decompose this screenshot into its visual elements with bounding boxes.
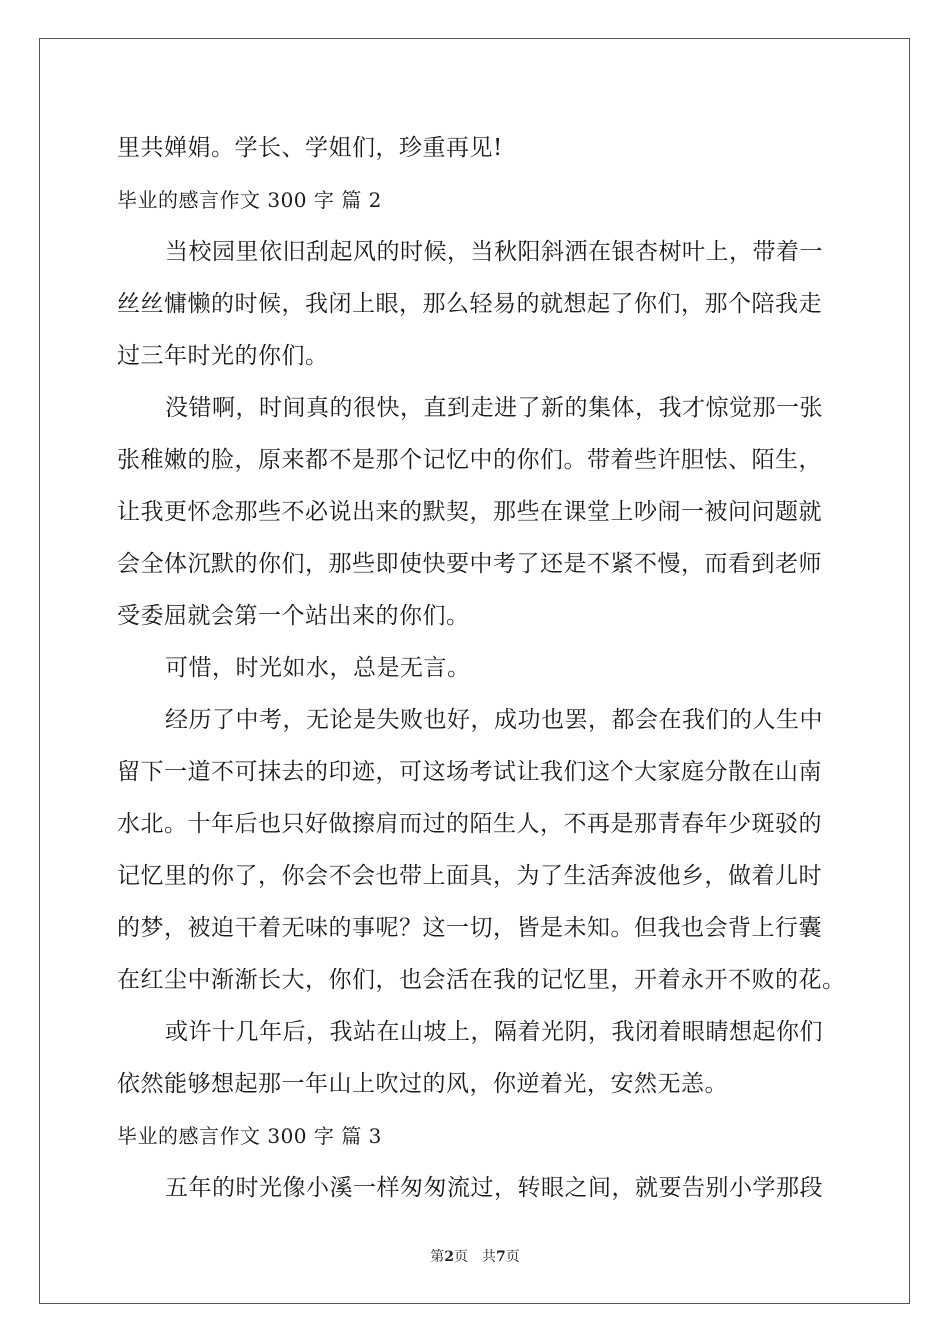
text-line: 受委屈就会第一个站出来的你们。: [117, 603, 470, 629]
paragraph-start-line: 五年的时光像小溪一样匆匆流过，转眼之间，就要告别小学那段: [165, 1175, 823, 1201]
current-page-number: 2: [444, 1249, 454, 1265]
paragraph-start-line: 可惜，时光如水，总是无言。: [165, 655, 471, 681]
page-footer: [0, 1246, 950, 1266]
text-line: 水北。十年后也只好做擦肩而过的陌生人，不再是那青春年少斑驳的: [117, 811, 822, 837]
text-line: 留下一道不可抹去的印迹，可这场考试让我们这个大家庭分散在山南: [117, 759, 822, 785]
text-line: 在红尘中渐渐长大，你们，也会活在我的记忆里，开着永开不败的花。: [117, 967, 846, 993]
text-line: 里共婵娟。学长、学姐们，珍重再见!: [117, 135, 503, 161]
section-heading: 毕业的感言作文 300 字 篇 3: [117, 1124, 382, 1148]
total-pages-prefix: 共: [482, 1249, 496, 1265]
paragraph-start-line: 没错啊，时间真的很快，直到走进了新的集体，我才惊觉那一张: [165, 395, 823, 421]
text-line: 会全体沉默的你们，那些即使快要中考了还是不紧不慢，而看到老师: [117, 551, 822, 577]
page-number-suffix: 页: [454, 1249, 468, 1265]
total-page-count: 7: [496, 1249, 506, 1265]
text-line: 丝丝慵懒的时候，我闭上眼，那么轻易的就想起了你们，那个陪我走: [117, 291, 822, 317]
section-heading: 毕业的感言作文 300 字 篇 2: [117, 188, 382, 212]
text-line: 过三年时光的你们。: [117, 343, 329, 369]
paragraph-start-line: 经历了中考，无论是失败也好，成功也罢，都会在我们的人生中: [165, 707, 823, 733]
paragraph-start-line: 当校园里依旧刮起风的时候，当秋阳斜洒在银杏树叶上，带着一: [165, 239, 823, 265]
text-line: 的梦，被迫干着无味的事呢？这一切，皆是未知。但我也会背上行囊: [117, 915, 822, 941]
total-pages-suffix: 页: [505, 1249, 520, 1265]
text-line: 记忆里的你了，你会不会也带上面具，为了生活奔波他乡，做着儿时: [117, 863, 822, 889]
page-number-prefix: 第: [430, 1249, 445, 1265]
paragraph-start-line: 或许十几年后，我站在山坡上，隔着光阴，我闭着眼睛想起你们: [165, 1019, 823, 1045]
document-body: [117, 128, 846, 1220]
text-line: 依然能够想起那一年山上吹过的风，你逆着光，安然无恙。: [117, 1071, 728, 1097]
text-line: 张稚嫩的脸，原来都不是那个记忆中的你们。带着些许胆怯、陌生，: [117, 447, 822, 473]
text-line: 让我更怀念那些不必说出来的默契，那些在课堂上吵闹一被问问题就: [117, 499, 822, 525]
